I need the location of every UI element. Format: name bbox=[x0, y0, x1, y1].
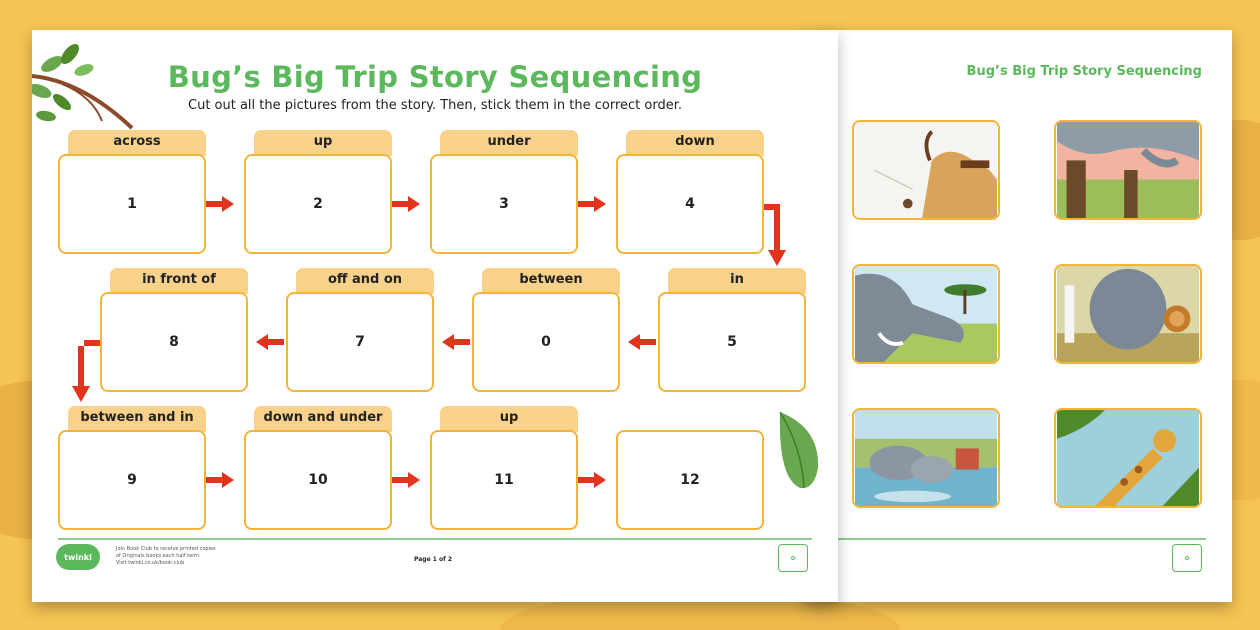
step-12-box: 12 bbox=[616, 430, 764, 530]
arrow-right-icon bbox=[206, 472, 234, 488]
arrow-right-icon bbox=[578, 196, 606, 212]
arrow-left-icon bbox=[628, 334, 656, 350]
step-4-box: 4 bbox=[616, 154, 764, 254]
step-3-tab: under bbox=[440, 130, 578, 156]
step-3-box: 3 bbox=[430, 154, 578, 254]
arrow-right-icon bbox=[392, 472, 420, 488]
step-1-box: 1 bbox=[58, 154, 206, 254]
page-title: Bug’s Big Trip Story Sequencing bbox=[167, 60, 703, 94]
step-11-box: 11 bbox=[430, 430, 578, 530]
step-8-tab: in front of bbox=[110, 268, 248, 294]
worksheet-page-2 bbox=[806, 30, 1232, 602]
elephant-bug-picture bbox=[852, 264, 1000, 364]
arrow-down-icon bbox=[72, 340, 100, 402]
page-number: Page 1 of 2 bbox=[414, 556, 452, 563]
step-2-tab: up bbox=[254, 130, 392, 156]
step-1-tab: across bbox=[68, 130, 206, 156]
leaf-icon bbox=[774, 408, 824, 492]
step-5-box: 5 bbox=[658, 292, 806, 392]
worksheet-page-1 bbox=[32, 30, 838, 602]
originals-logo-icon: ✿ bbox=[778, 544, 808, 572]
elephant-lion-picture bbox=[1054, 264, 1202, 364]
arrow-right-icon bbox=[392, 196, 420, 212]
elephant-trunk-picture bbox=[1054, 120, 1202, 220]
arrow-right-icon bbox=[578, 472, 606, 488]
step-9-box: 9 bbox=[58, 430, 206, 530]
step-7-tab: off and on bbox=[296, 268, 434, 294]
arrow-left-icon bbox=[442, 334, 470, 350]
step-2-box: 2 bbox=[244, 154, 392, 254]
dog-tail-picture bbox=[852, 120, 1000, 220]
page-2-divider bbox=[826, 538, 1206, 540]
step-9-tab: between and in bbox=[68, 406, 206, 432]
step-11-tab: up bbox=[440, 406, 578, 432]
twinkl-logo-icon: twinkl bbox=[56, 544, 100, 570]
page-2-title: Bug’s Big Trip Story Sequencing bbox=[966, 64, 1202, 79]
step-6-tab: between bbox=[482, 268, 620, 294]
arrow-left-icon bbox=[256, 334, 284, 350]
instructions: Cut out all the pictures from the story. Then, stick them in the correct order. bbox=[188, 98, 682, 113]
page-2-logo-icon: ✿ bbox=[1172, 544, 1202, 572]
step-5-tab: in bbox=[668, 268, 806, 294]
step-8-box: 8 bbox=[100, 292, 248, 392]
step-7-box: 7 bbox=[286, 292, 434, 392]
step-6-box: 0 bbox=[472, 292, 620, 392]
step-4-tab: down bbox=[626, 130, 764, 156]
step-10-box: 10 bbox=[244, 430, 392, 530]
step-10-tab: down and under bbox=[254, 406, 392, 432]
giraffe-picture bbox=[1054, 408, 1202, 508]
arrow-right-icon bbox=[206, 196, 234, 212]
footer-note: Join Book Club to receive printed copies of Originals books each half term. Visit twinkl.co.uk/book-club bbox=[116, 546, 216, 566]
footer-divider bbox=[58, 538, 812, 540]
arrow-down-icon bbox=[764, 204, 790, 266]
elephants-water-picture bbox=[852, 408, 1000, 508]
